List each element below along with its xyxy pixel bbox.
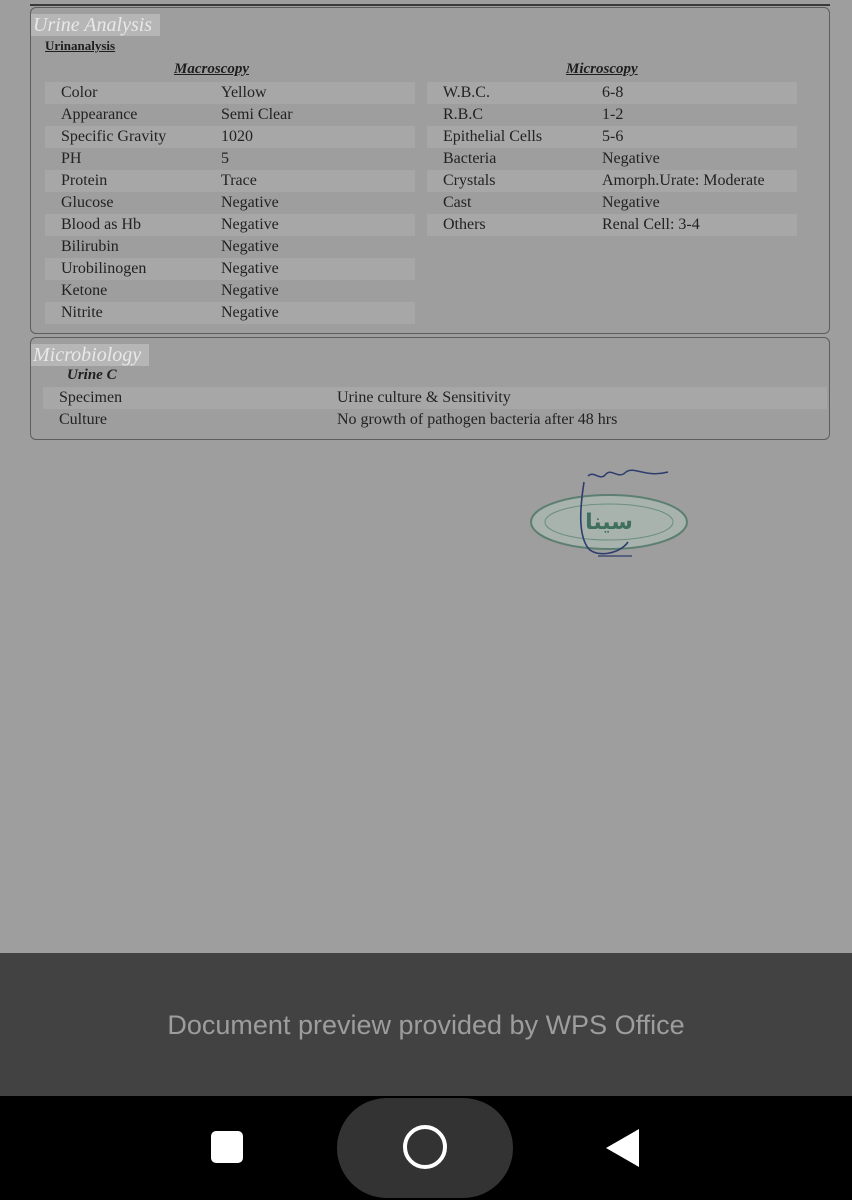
microbio-row <box>43 387 827 409</box>
home-circle-icon[interactable] <box>403 1125 447 1169</box>
macro-row <box>45 258 415 280</box>
macro-value: Negative <box>221 260 279 277</box>
macro-label: Urobilinogen <box>61 260 147 277</box>
macro-value: 5 <box>221 150 229 167</box>
macro-value: Negative <box>221 216 279 233</box>
micro-label: Bacteria <box>443 150 497 167</box>
macro-row <box>45 280 415 302</box>
micro-value: 6-8 <box>602 84 624 101</box>
micro-label: Others <box>443 216 486 233</box>
svg-text:سینا: سینا <box>585 510 633 535</box>
section-title-urine-analysis: Urine Analysis <box>31 14 160 36</box>
urine-analysis-panel <box>30 7 830 334</box>
macro-row <box>45 236 415 258</box>
wps-preview-banner <box>0 953 852 1096</box>
macro-label: Specific Gravity <box>61 128 167 145</box>
macro-row <box>45 82 415 104</box>
macro-row <box>45 214 415 236</box>
micro-value: 1-2 <box>602 106 624 123</box>
macro-row <box>45 148 415 170</box>
macro-row <box>45 170 415 192</box>
macro-value: Negative <box>221 194 279 211</box>
microbiology-panel <box>30 337 830 440</box>
macro-value: Semi Clear <box>221 106 293 123</box>
subtitle-urinanalysis: Urinanalysis <box>45 38 116 53</box>
macro-label: Protein <box>61 172 108 189</box>
section-title-microbiology: Microbiology <box>31 344 149 366</box>
micro-label: W.B.C. <box>443 84 490 101</box>
micro-row <box>427 148 797 170</box>
lab-stamp-signature <box>528 468 690 560</box>
microbio-row <box>43 409 827 431</box>
back-triangle-icon[interactable] <box>606 1129 639 1167</box>
heading-macroscopy: Macroscopy <box>174 61 249 77</box>
macro-label: Nitrite <box>61 304 103 321</box>
heading-microscopy: Microscopy <box>566 61 638 77</box>
macro-row <box>45 302 415 324</box>
macro-label: Ketone <box>61 282 108 299</box>
micro-row <box>427 192 797 214</box>
micro-row <box>427 214 797 236</box>
micro-row <box>427 170 797 192</box>
macro-value: Negative <box>221 238 279 255</box>
macro-label: Blood as Hb <box>61 216 141 233</box>
macro-value: Trace <box>221 172 257 189</box>
top-border-line <box>30 0 830 6</box>
micro-value: 5-6 <box>602 128 624 145</box>
micro-label: Crystals <box>443 172 496 189</box>
macro-label: PH <box>61 150 82 167</box>
micro-value: Amorph.Urate: Moderate <box>602 172 765 189</box>
micro-label: R.B.C <box>443 106 484 123</box>
macro-value: Negative <box>221 304 279 321</box>
recents-square-icon[interactable] <box>211 1131 243 1163</box>
microbio-label: Specimen <box>59 389 123 406</box>
micro-row <box>427 82 797 104</box>
micro-label: Cast <box>443 194 472 211</box>
macro-row <box>45 104 415 126</box>
macro-row <box>45 126 415 148</box>
micro-value: Renal Cell: 3-4 <box>602 216 700 233</box>
macro-value: 1020 <box>221 128 253 145</box>
macro-label: Glucose <box>61 194 114 211</box>
micro-value: Negative <box>602 150 660 167</box>
micro-row <box>427 126 797 148</box>
microbio-label: Culture <box>59 411 107 428</box>
micro-label: Epithelial Cells <box>443 128 543 145</box>
micro-value: Negative <box>602 194 660 211</box>
macro-value: Yellow <box>221 84 267 101</box>
micro-row <box>427 104 797 126</box>
macro-label: Bilirubin <box>61 238 119 255</box>
macro-label: Color <box>61 84 98 101</box>
macro-row <box>45 192 415 214</box>
subtitle-urine-c: Urine C <box>67 367 117 383</box>
microbio-value: Urine culture & Sensitivity <box>337 389 511 406</box>
macro-label: Appearance <box>61 106 138 123</box>
banner-text: Document preview provided by WPS Office <box>167 1010 685 1040</box>
macro-value: Negative <box>221 282 279 299</box>
microbio-value: No growth of pathogen bacteria after 48 hrs <box>337 411 618 428</box>
